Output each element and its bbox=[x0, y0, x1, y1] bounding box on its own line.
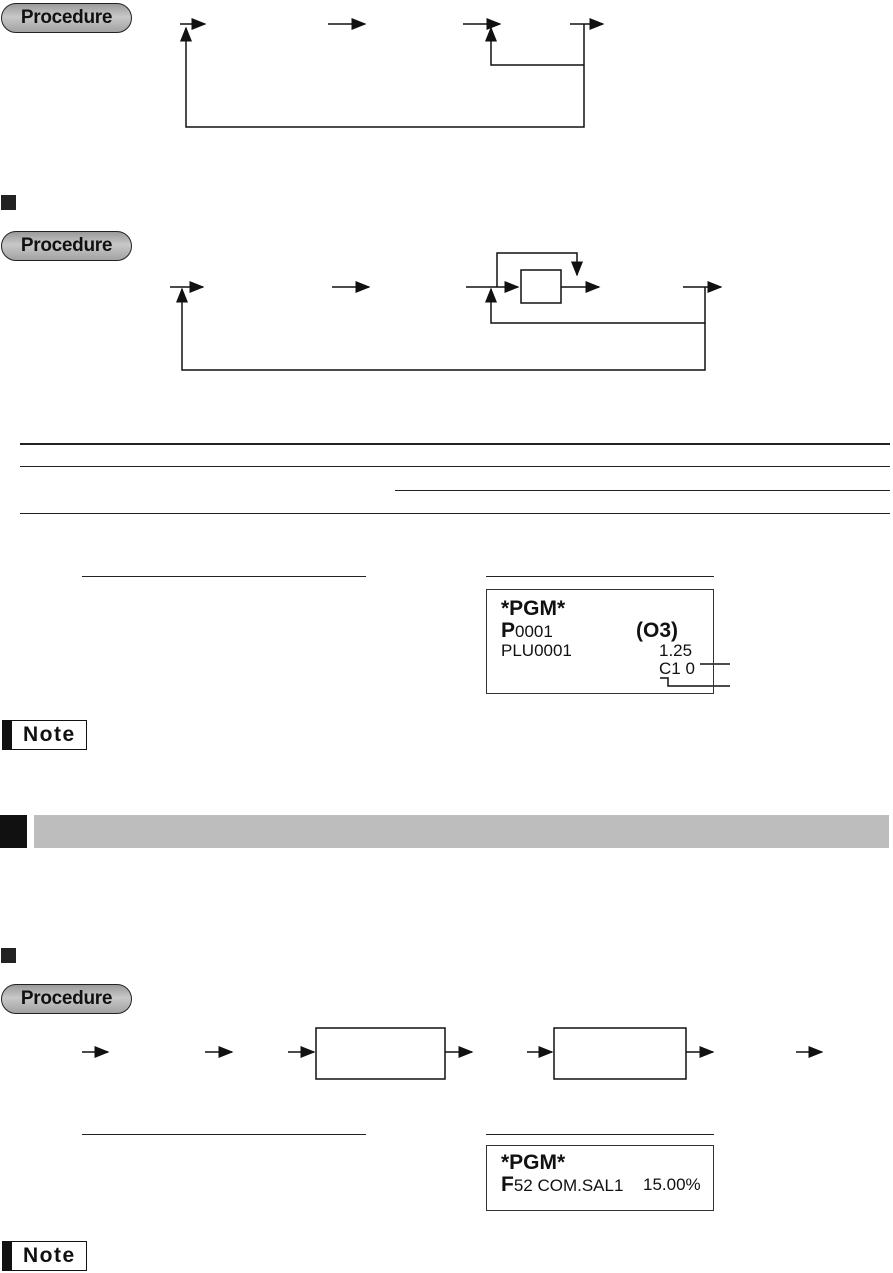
section-header-bar bbox=[34, 815, 889, 848]
receipt-code-number: 0001 bbox=[515, 622, 553, 641]
table-rule bbox=[395, 490, 890, 491]
receipt-printout bbox=[486, 1145, 714, 1211]
note-label: Note bbox=[23, 723, 76, 746]
receipt-paren: (O3) bbox=[636, 619, 678, 642]
example-rule bbox=[82, 1134, 366, 1135]
example-rule bbox=[486, 576, 714, 577]
receipt-value: 15.00% bbox=[643, 1175, 701, 1194]
receipt-price: 1.25 bbox=[659, 641, 693, 660]
table-top-rule bbox=[20, 443, 890, 445]
receipt-code bbox=[501, 619, 553, 642]
note-label: Note bbox=[23, 1244, 76, 1267]
example-rule bbox=[82, 576, 366, 577]
receipt-code-letter: P bbox=[501, 619, 516, 642]
receipt-printout bbox=[486, 589, 714, 694]
receipt-flags: C1 0 bbox=[659, 659, 695, 678]
loop-line bbox=[186, 24, 584, 127]
flow-key-box bbox=[521, 270, 561, 303]
input-box bbox=[554, 1028, 686, 1079]
receipt-header: *PGM* bbox=[501, 1151, 566, 1174]
receipt-item: PLU0001 bbox=[501, 641, 572, 660]
note-badge bbox=[2, 720, 87, 750]
procedure-badge: Procedure bbox=[1, 231, 132, 261]
subsection-marker bbox=[1, 195, 16, 210]
receipt-code bbox=[501, 1173, 624, 1196]
procedure-badge: Procedure bbox=[1, 984, 132, 1014]
subsection-marker bbox=[1, 948, 16, 963]
receipt-code-letter: F bbox=[501, 1173, 514, 1196]
note-badge bbox=[2, 1241, 87, 1271]
loop-line bbox=[182, 295, 705, 370]
input-box bbox=[316, 1028, 445, 1079]
procedure-badge: Procedure bbox=[1, 3, 132, 33]
table-bottom-rule bbox=[20, 513, 890, 514]
section-marker bbox=[0, 815, 27, 848]
table-rule bbox=[20, 466, 890, 467]
receipt-header: *PGM* bbox=[501, 597, 566, 620]
example-rule bbox=[486, 1134, 714, 1135]
receipt-code-number: 52 COM.SAL1 bbox=[513, 1176, 624, 1195]
loop-line bbox=[491, 33, 584, 65]
